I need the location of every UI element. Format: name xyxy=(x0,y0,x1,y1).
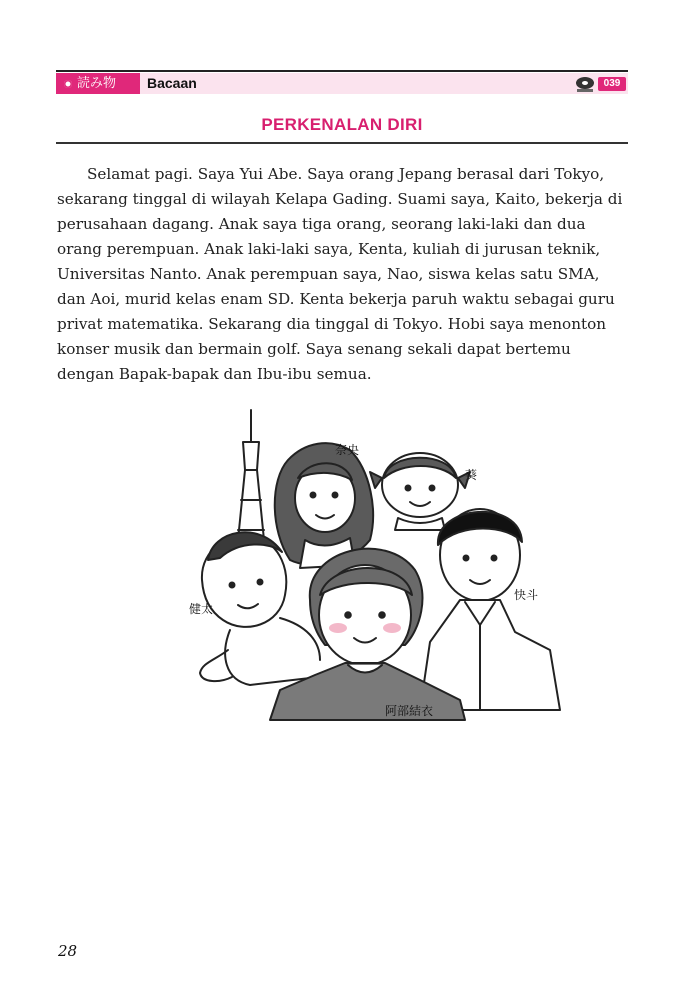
kaito-figure xyxy=(420,509,560,710)
label-nao: 奈央 xyxy=(335,443,360,457)
bullet-icon xyxy=(64,80,72,88)
section-tag-label: 読み物 xyxy=(77,76,117,91)
label-aoi: 葵 xyxy=(465,468,478,482)
label-kaito: 快斗 xyxy=(514,588,539,602)
section-tag xyxy=(56,73,140,94)
label-yui: 阿部結衣 xyxy=(385,704,434,718)
section-title: Bacaan xyxy=(147,75,197,91)
header-top-rule xyxy=(56,70,628,72)
page-title: PERKENALAN DIRI xyxy=(261,115,423,134)
cd-audio-icon xyxy=(574,75,596,93)
audio-track-badge: 039 xyxy=(598,77,626,91)
passage-paragraph: Selamat pagi. Saya Yui Abe. Saya orang Jepang berasal dari Tokyo, sekarang tinggal di wilayah Kelapa Gading. Suami saya, Kaito, bekerja di perusahaan dagang. Anak saya tiga orang, seorang laki-laki dan dua orang perempuan. Anak laki-laki saya, Kenta, kuliah di jurusan teknik, Universitas Nanto. Anak perempuan saya, Nao, siswa kelas satu SMA, dan Aoi, murid kelas enam SD. Kenta bekerja paruh waktu sebagai guru privat matematika. Sekarang dia tinggal di Tokyo. Hobi saya menonton konser musik dan bermain golf. Saya senang sekali dapat bertemu dengan Bapak-bapak dan Ibu-ibu semua. xyxy=(57,165,623,383)
label-kenta: 健太 xyxy=(189,602,214,616)
family-drawing xyxy=(120,380,600,760)
header-bar xyxy=(56,73,628,94)
reading-passage xyxy=(57,162,627,387)
family-illustration xyxy=(120,380,600,760)
page-number: 28 xyxy=(58,942,78,960)
title-rule xyxy=(56,142,628,144)
